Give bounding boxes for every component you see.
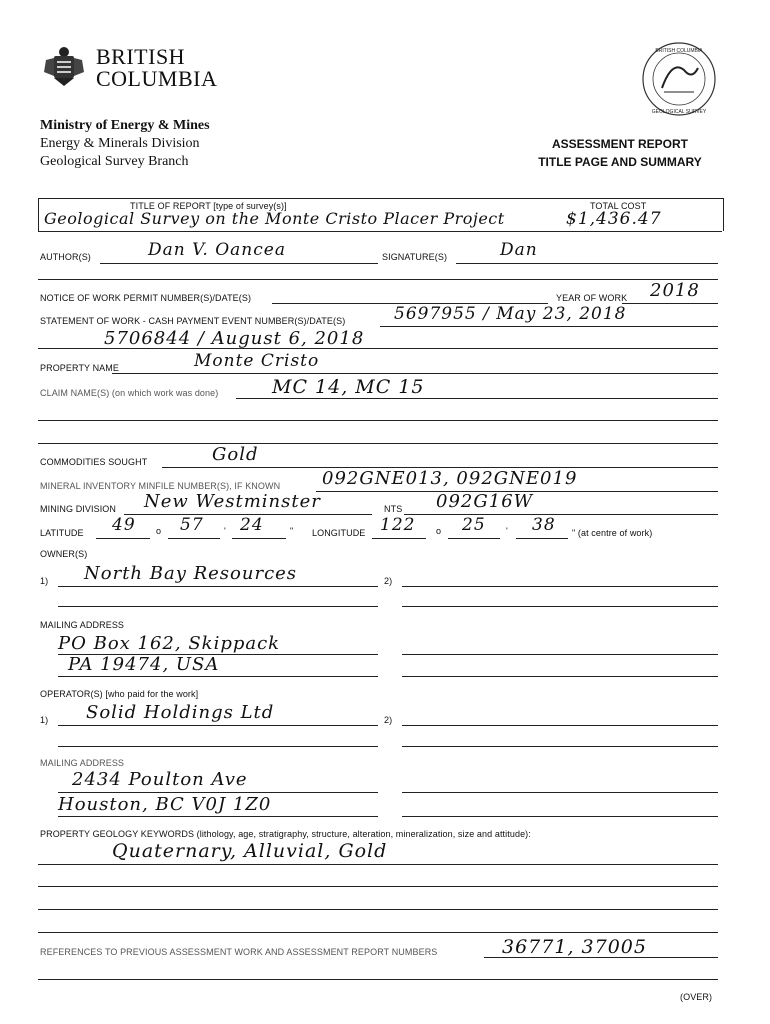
geological-survey-seal-icon [640, 40, 718, 118]
svg-text:BRITISH COLUMBIA: BRITISH COLUMBIA [655, 48, 703, 54]
report-title-line-1: ASSESSMENT REPORT [551, 137, 689, 151]
minfile-value: 092GNE013, 092GNE019 [322, 468, 578, 489]
logo-line-columbia: COLUMBIA [96, 66, 218, 91]
longitude-seconds: 38 [532, 515, 556, 535]
claim-names-label: CLAIM NAME(S) (on which work was done) [40, 388, 219, 398]
title-of-report-label: TITLE OF REPORT [type of survey(s)] [130, 201, 287, 211]
division-name: Energy & Minerals Division [40, 136, 200, 151]
owners-label: OWNER(S) [40, 549, 88, 559]
longitude-degrees: 122 [380, 515, 416, 535]
operator-mailing-address-label: MAILING ADDRESS [40, 758, 125, 768]
signature-value: Dan [500, 240, 538, 260]
year-of-work-value: 2018 [650, 280, 700, 301]
branch-name: Geological Survey Branch [40, 154, 189, 169]
year-of-work-label: YEAR OF WORK [556, 293, 628, 303]
latitude-label: LATITUDE [40, 528, 84, 538]
author-label: AUTHOR(S) [40, 252, 91, 262]
statement-value-1: 5697955 / May 23, 2018 [394, 304, 627, 324]
statement-value-2: 5706844 / August 6, 2018 [104, 328, 365, 349]
claim-names-value: MC 14, MC 15 [272, 376, 425, 398]
svg-text:GEOLOGICAL SURVEY: GEOLOGICAL SURVEY [651, 109, 707, 115]
report-title-line-2: TITLE PAGE AND SUMMARY [538, 155, 702, 169]
logo-line-british: BRITISH [96, 44, 186, 69]
mining-division-value: New Westminster [144, 491, 321, 512]
longitude-minutes: 25 [462, 515, 486, 535]
minfile-label: MINERAL INVENTORY MINFILE NUMBER(S), IF KNOWN [40, 481, 281, 491]
statement-label: STATEMENT OF WORK - CASH PAYMENT EVENT NUMBER(S)/DATE(S) [40, 316, 346, 326]
latitude-minutes: 57 [180, 515, 204, 535]
signature-label: SIGNATURE(S) [382, 252, 448, 262]
references-label: REFERENCES TO PREVIOUS ASSESSMENT WORK AND ASSESSMENT REPORT NUMBERS [40, 947, 438, 957]
geology-keywords-label: PROPERTY GEOLOGY KEYWORDS (lithology, age, stratigraphy, structure, alteration, mineralization, size and attitude): [40, 829, 531, 839]
owner-address-line-2: PA 19474, USA [68, 654, 220, 675]
operator-1-value: Solid Holdings Ltd [86, 702, 275, 723]
total-cost-value: $1,436.47 [566, 209, 662, 229]
notice-permit-label: NOTICE OF WORK PERMIT NUMBER(S)/DATE(S) [40, 293, 252, 303]
title-underline [38, 231, 722, 232]
latitude-seconds: 24 [240, 515, 264, 535]
latitude-degrees: 49 [112, 515, 136, 535]
operators-label: OPERATOR(S) [who paid for the work] [40, 689, 199, 699]
property-name-label: PROPERTY NAME [40, 363, 119, 373]
commodities-label: COMMODITIES SOUGHT [40, 457, 148, 467]
at-centre-note: " (at centre of work) [572, 528, 653, 538]
longitude-label: LONGITUDE [312, 528, 366, 538]
operator-address-line-2: Houston, BC V0J 1Z0 [58, 794, 272, 815]
owner-1-value: North Bay Resources [84, 563, 298, 584]
report-title-value: Geological Survey on the Monte Cristo Placer Project [44, 209, 505, 228]
operator-address-line-1: 2434 Poulton Ave [72, 769, 248, 790]
over-label: (OVER) [680, 992, 713, 1002]
total-cost-label: TOTAL COST [590, 201, 647, 211]
property-name-value: Monte Cristo [194, 351, 320, 371]
ministry-name: Ministry of Energy & Mines [40, 118, 210, 133]
nts-label: NTS [384, 504, 403, 514]
mailing-address-label: MAILING ADDRESS [40, 620, 125, 630]
owner-address-line-1: PO Box 162, Skippack [58, 633, 281, 654]
geology-keywords-value: Quaternary, Alluvial, Gold [112, 840, 388, 862]
references-value: 36771, 37005 [502, 936, 647, 958]
nts-value: 092G16W [436, 491, 534, 512]
bc-crest-icon [40, 42, 88, 90]
assessment-report-form: BRITISH COLUMBIA BRITISH COLUMBIA GEOLOGICAL SURVEY Ministry of Energy & Mines Energy & Minerals Division Geological Survey Branch ASSESSMENT REPORT TITLE PAGE AND SUMMARY TITLE OF REPORT [type of survey(s)] TOTAL COST Geological Survey on the Monte Cristo Placer Project $1,436.47 AUTHOR(S) Dan V. Oancea SIGNATURE(S) Dan NOTICE OF WORK PERMIT NUMBER(S)/DATE(S) YEAR OF WORK 2018 STATEMENT OF WORK - CASH PAYMENT EVENT NUMBER(S)/DATE(S) 5697955 / May 23, 2018 5706844 / August 6, 2018 PROPERTY NAME Monte Cristo CLAIM NAME(S) (on which work was done) MC 14, MC 15 COMMODITIES SOUGHT Gold MINERAL INVENTORY MINFILE NUMBER(S), IF KNOWN 092GNE013, 092GNE019 MINING DIVISION New Westminster NTS 092G16W LATITUDE 49 o 57 ' 24 " LONGITUDE 122 o 25 ' 38 " (at centre of work) OWNER(S) 1) North Bay Resources 2) MAILING ADDRESS PO Box 162, Skippack PA 19474, USA OPERATOR(S) [who paid for the work] 1) Solid Holdings Ltd 2) MAILING ADDRESS 2434 Poulton Ave Houston, BC V0J 1Z0 PROPERTY GEOLOGY KEYWORDS (lithology, age, stratigraphy, structure, alteration, mineralization, size and attitude): Quaternary, Alluvial, Gold REFERENCES TO PREVIOUS ASSESSMENT WORK AND ASSESSMENT REPORT NUMBERS 36771, 37005 (OVER) [0, 0, 770, 1024]
author-value: Dan V. Oancea [148, 240, 286, 260]
commodities-value: Gold [212, 444, 259, 465]
mining-division-label: MINING DIVISION [40, 504, 117, 514]
